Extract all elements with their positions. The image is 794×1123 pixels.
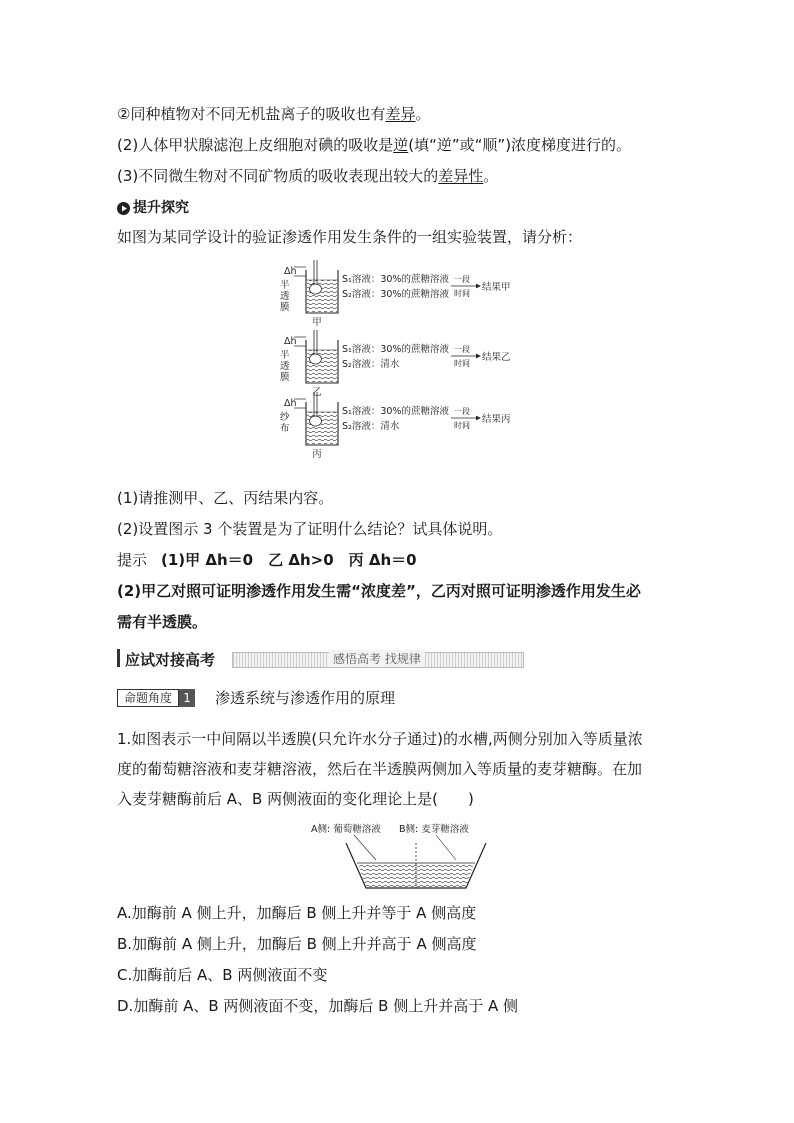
topic-title: 渗透系统与渗透作用的原理 [215, 689, 396, 707]
topic-tag-number: 1 [179, 689, 195, 707]
setup-name: 甲 [312, 317, 322, 328]
result-label: 结果甲 [482, 282, 511, 293]
funnel [310, 416, 322, 426]
answer-underline: 差异性 [438, 167, 484, 185]
osmosis-experiment-figure [276, 258, 526, 458]
result-label: 结果丙 [482, 414, 511, 425]
label-side-a: A侧: 葡萄糖溶液 [311, 824, 381, 835]
setup-name: 丙 [312, 449, 322, 458]
hint-label: 提示 [117, 551, 148, 569]
s1-label: S₁溶液：30%的蔗糖溶液 [342, 406, 449, 417]
delta-h-label: Δh [284, 398, 297, 409]
option-b: B.加酶前 A 侧上升，加酶后 B 侧上升并高于 A 侧高度 [117, 935, 477, 953]
question-line-3: 入麦芽糖酶前后 A、B 两侧液面的变化理论上是( ) [117, 790, 474, 808]
option-d: D.加酶前 A、B 两侧液面不变，加酶后 B 侧上升并高于 A 侧 [117, 997, 519, 1015]
topic-tag-label: 命题角度 [117, 689, 179, 707]
arrow-bottom-label: 时间 [454, 359, 470, 368]
funnel [310, 284, 322, 294]
arrow-bottom-label: 时间 [454, 421, 470, 430]
setup-2 [280, 330, 511, 398]
membrane-label: 布 [280, 423, 290, 434]
trough-figure [306, 820, 506, 892]
option-c: C.加酶前后 A、B 两侧液面不变 [117, 966, 328, 984]
answer-underline: 差异 [385, 105, 416, 123]
membrane-label: 半 [280, 350, 290, 361]
membrane-label: 透 [280, 361, 290, 372]
delta-h-label: Δh [284, 336, 297, 347]
paragraph-3: (3)不同微生物对不同矿物质的吸收表现出较大的差异性。 [117, 167, 499, 185]
label-side-b: B侧: 麦芽糖溶液 [399, 824, 469, 835]
setup-3 [280, 392, 511, 458]
option-a: A.加酶前 A 侧上升，加酶后 B 侧上升并等于 A 侧高度 [117, 904, 477, 922]
membrane-label: 透 [280, 291, 290, 302]
paragraph-1: ②同种植物对不同无机盐离子的吸收也有差异。 [117, 105, 431, 123]
answer-underline: 逆 [393, 136, 409, 154]
membrane-label: 半 [280, 280, 290, 291]
exam-banner [117, 649, 677, 669]
hint-line-1: 提示 (1)甲 Δh＝0 乙 Δh>0 丙 Δh＝0 [117, 551, 417, 569]
result-label: 结果乙 [482, 352, 511, 363]
question-1: (1)请推测甲、乙、丙结果内容。 [117, 489, 334, 507]
s1-label: S₁溶液：30%的蔗糖溶液 [342, 344, 449, 355]
s2-label: S₂溶液：清水 [342, 421, 400, 432]
topic-tag [117, 687, 395, 708]
play-circle-icon [117, 202, 130, 215]
arrow-bottom-label: 时间 [454, 289, 470, 298]
question-line-1: 1.如图表示一中间隔以半透膜(只允许水分子通过)的水槽,两侧分别加入等质量浓 [117, 730, 643, 748]
banner-left-title: 应试对接高考 [125, 650, 216, 669]
question-2: (2)设置图示 3 个装置是为了证明什么结论？试具体说明。 [117, 520, 503, 538]
hint-line-3: 需有半透膜。 [117, 613, 208, 631]
arrow-top-label: 一段 [454, 345, 470, 354]
intro-text: 如图为某同学设计的验证渗透作用发生条件的一组实验装置，请分析： [117, 228, 583, 246]
membrane-label: 膜 [280, 372, 290, 383]
section-title: 提升探究 [133, 200, 189, 216]
delta-h-label: Δh [284, 266, 297, 277]
membrane-label: 膜 [280, 302, 290, 313]
hint-line-2: (2)甲乙对照可证明渗透作用发生需“浓度差”，乙丙对照可证明渗透作用发生必 [117, 582, 641, 600]
s2-label: S₂溶液：30%的蔗糖溶液 [342, 289, 449, 300]
question-line-2: 度的葡萄糖溶液和麦芽糖溶液，然后在半透膜两侧加入等质量的麦芽糖酶。在加 [117, 760, 643, 778]
arrow-top-label: 一段 [454, 407, 470, 416]
banner-divider [117, 649, 120, 667]
arrow-top-label: 一段 [454, 275, 470, 284]
membrane-label: 纱 [280, 412, 290, 423]
s1-label: S₁溶液：30%的蔗糖溶液 [342, 274, 449, 285]
setup-name: 乙 [312, 387, 322, 398]
s2-label: S₂溶液：清水 [342, 359, 400, 370]
banner-right-title: 感悟高考 找规律 [329, 650, 425, 667]
paragraph-2: (2)人体甲状腺滤泡上皮细胞对碘的吸收是逆(填“逆”或“顺”)浓度梯度进行的。 [117, 136, 632, 154]
section-header [117, 198, 189, 218]
funnel [310, 354, 322, 364]
setup-1 [280, 260, 511, 328]
